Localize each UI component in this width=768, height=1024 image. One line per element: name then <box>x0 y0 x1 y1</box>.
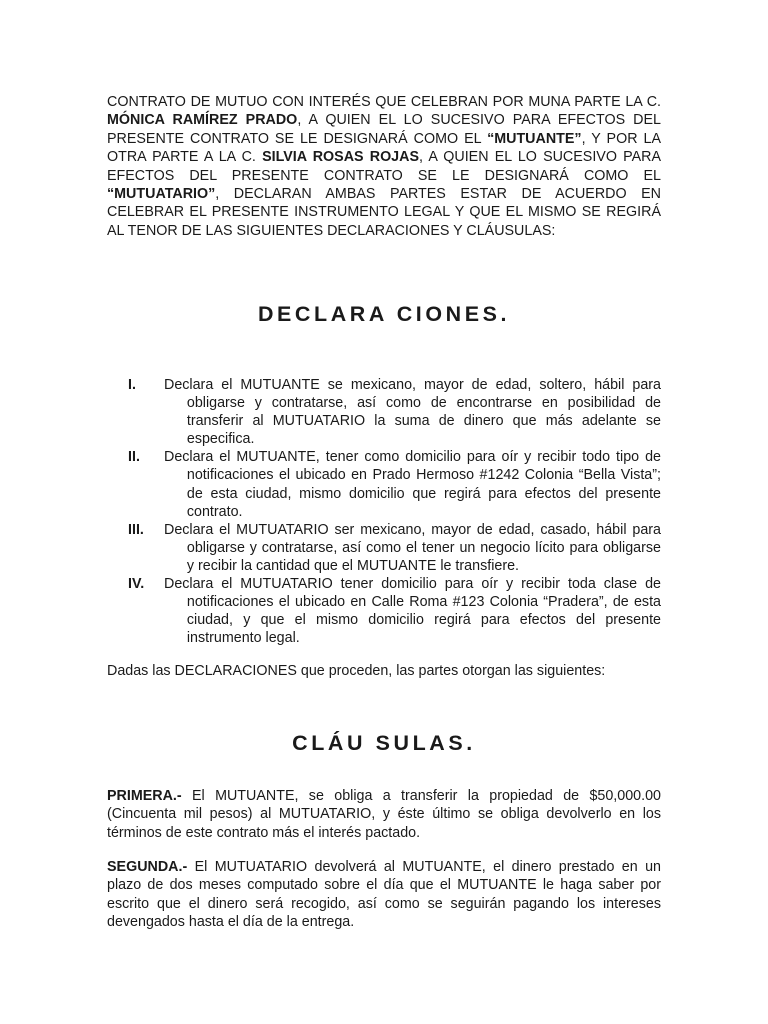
lender-role: “MUTUANTE” <box>487 130 582 147</box>
clausula-segunda <box>107 858 661 932</box>
declaracion-number: IV. <box>128 576 145 593</box>
declaraciones-list <box>128 376 661 647</box>
clausula-text: El MUTUATARIO devolverá al MUTUANTE, el dinero prestado en un plazo de dos meses computado sobre el día que el MUTUANTE le haga saber por escrito que el dinero será recogido, así como se seguirán pagando los intereses devengados hasta el día de la entrega. <box>107 859 661 931</box>
declaracion-number: III. <box>128 521 144 538</box>
declaracion-text: Declara el MUTUANTE se mexicano, mayor de edad, soltero, hábil para obligarse y contratarse, así como de encontrarse en posibilidad de transferir al MUTUATARIO la suma de dinero que más adelante se especifica. <box>164 377 661 448</box>
declaracion-item <box>128 448 661 520</box>
preamble-text-2: , A QUIEN EL LO SUCESIVO PARA EFECTOS DEL PRESENTE CONTRATO SE LE DESIGNARÁ COMO EL <box>107 112 661 147</box>
clausula-primera <box>107 787 661 842</box>
declaraciones-conclusion: Dadas las DECLARACIONES que proceden, las partes otorgan las siguientes: <box>107 663 606 679</box>
declaracion-number: I. <box>128 377 136 393</box>
clausula-lead: SEGUNDA.- <box>107 859 188 875</box>
lender-name: MÓNICA RAMÍREZ PRADO <box>107 112 298 129</box>
declaracion-item <box>128 575 661 647</box>
clausula-lead: PRIMERA.- <box>107 788 182 804</box>
preamble-text-1: CONTRATO DE MUTUO CON INTERÉS QUE CELEBRAN POR MUNA PARTE LA C. <box>107 94 661 110</box>
declaracion-text: Declara el MUTUATARIO tener domicilio para oír y recibir toda clase de notificaciones el ubicado en Calle Roma #123 Colonia “Pradera”, de esta ciudad, y que el mismo domicilio regirá para efectos del presente instrumento legal. <box>164 576 661 647</box>
declaracion-item <box>128 376 661 448</box>
borrower-role: “MUTUATARIO” <box>107 186 216 203</box>
preamble-text-4: , A QUIEN EL LO SUCESIVO PARA EFECTOS DEL PRESENTE CONTRATO SE LE DESIGNARÁ COMO EL <box>107 149 662 184</box>
contract-preamble <box>107 93 661 240</box>
preamble-text-5: , DECLARAN AMBAS PARTES ESTAR DE ACUERDO EN CELEBRAR EL PRESENTE INSTRUMENTO LEGAL Y QUE EL MISMO SE REGIRÁ AL TENOR DE LAS SIGUIENTES DECLARACIONES Y CLÁUSULAS: <box>107 186 661 239</box>
declaracion-text: Declara el MUTUANTE, tener como domicilio para oír y recibir todo tipo de notificaciones el ubicado en Prado Hermoso #1242 Colonia “Bella Vista”; de esta ciudad, mismo domicilio que regirá para efectos del presente contrato. <box>164 449 661 520</box>
declaracion-text: Declara el MUTUATARIO ser mexicano, mayor de edad, casado, hábil para obligarse y contratarse, así como el tener un negocio lícito para obligarse y recibir la cantidad que el MUTUANTE le transfiere. <box>164 521 661 574</box>
preamble-text-3: , Y POR LA OTRA PARTE A LA C. <box>107 130 661 166</box>
declaracion-item <box>128 521 661 575</box>
clausulas-heading: CLÁU SULAS. <box>292 731 476 755</box>
borrower-name: SILVIA ROSAS ROJAS <box>262 149 419 166</box>
declaracion-number: II. <box>128 449 140 466</box>
clausula-text: El MUTUANTE, se obliga a transferir la propiedad de $50,000.00 (Cincuenta mil pesos) al MUTUATARIO, y éste último se obliga devolverlo en los términos de este contrato más el interés pactado. <box>107 788 661 841</box>
declaraciones-heading: DECLARA CIONES. <box>257 302 511 326</box>
